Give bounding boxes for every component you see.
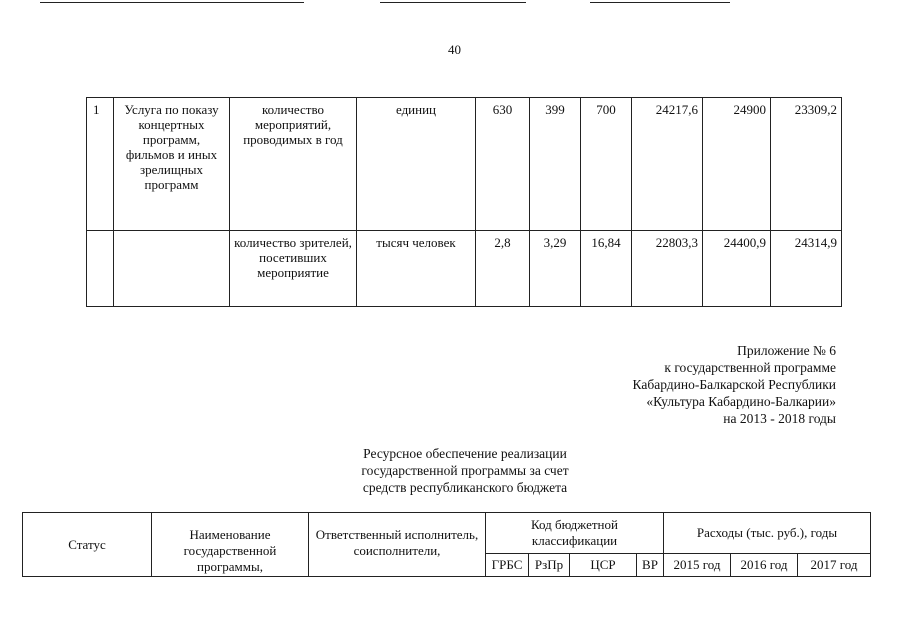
page-number: 40 bbox=[448, 42, 461, 57]
header-year-2016: 2016 год bbox=[731, 554, 798, 577]
appendix-line: Кабардино-Балкарской Республики bbox=[632, 377, 836, 392]
header-grbs: ГРБС bbox=[486, 554, 529, 577]
value-cell: 23309,2 bbox=[771, 98, 842, 231]
unit: тысяч человек bbox=[357, 231, 476, 307]
value-cell: 24217,6 bbox=[632, 98, 703, 231]
title-line: государственной программы за счет bbox=[361, 463, 569, 478]
appendix-line: «Культура Кабардино-Балкарии» bbox=[646, 394, 836, 409]
value-cell: 2,8 bbox=[476, 231, 530, 307]
value-cell: 630 bbox=[476, 98, 530, 231]
header-csr: ЦСР bbox=[570, 554, 637, 577]
header-rzpr: РзПр bbox=[529, 554, 570, 577]
appendix-line: на 2013 - 2018 годы bbox=[723, 411, 836, 426]
top-rule-mid bbox=[380, 2, 526, 3]
value-cell: 700 bbox=[581, 98, 632, 231]
appendix-line: Приложение № 6 bbox=[737, 343, 836, 358]
header-year-2015: 2015 год bbox=[664, 554, 731, 577]
service-name bbox=[114, 231, 230, 307]
header-expenses: Расходы (тыс. руб.), годы bbox=[664, 513, 871, 554]
header-program-name: Наименование государственной программы, bbox=[152, 513, 309, 577]
header-budget-code: Код бюджетной классификации bbox=[486, 513, 664, 554]
value-cell: 24900 bbox=[703, 98, 771, 231]
title-line: средств республиканского бюджета bbox=[362, 480, 568, 495]
value-cell: 3,29 bbox=[530, 231, 581, 307]
top-rule-left bbox=[40, 2, 304, 3]
header-row bbox=[23, 513, 871, 554]
appendix-note bbox=[633, 342, 836, 427]
row-number bbox=[87, 231, 114, 307]
appendix-line: к государственной программе bbox=[664, 360, 836, 375]
title-line: Ресурсное обеспечение реализации bbox=[363, 446, 567, 461]
section-title bbox=[300, 445, 630, 496]
services-table bbox=[86, 97, 842, 307]
indicator-name: количество зрителей, посетивших мероприятие bbox=[230, 231, 357, 307]
service-name: Услуга по показу концертных программ, фильмов и иных зрелищных программ bbox=[114, 98, 230, 231]
header-year-2017: 2017 год bbox=[798, 554, 871, 577]
indicator-name: количество мероприятий, проводимых в год bbox=[230, 98, 357, 231]
table-row bbox=[87, 231, 842, 307]
value-cell: 16,84 bbox=[581, 231, 632, 307]
value-cell: 399 bbox=[530, 98, 581, 231]
resources-header-table bbox=[22, 512, 871, 577]
table-row bbox=[87, 98, 842, 231]
top-rule-mid2 bbox=[590, 2, 730, 3]
header-status: Статус bbox=[23, 513, 152, 577]
row-number: 1 bbox=[87, 98, 114, 231]
value-cell: 24314,9 bbox=[771, 231, 842, 307]
value-cell: 22803,3 bbox=[632, 231, 703, 307]
header-responsible: Ответственный исполнитель, соисполнители, bbox=[309, 513, 486, 577]
value-cell: 24400,9 bbox=[703, 231, 771, 307]
header-vr: ВР bbox=[637, 554, 664, 577]
unit: единиц bbox=[357, 98, 476, 231]
